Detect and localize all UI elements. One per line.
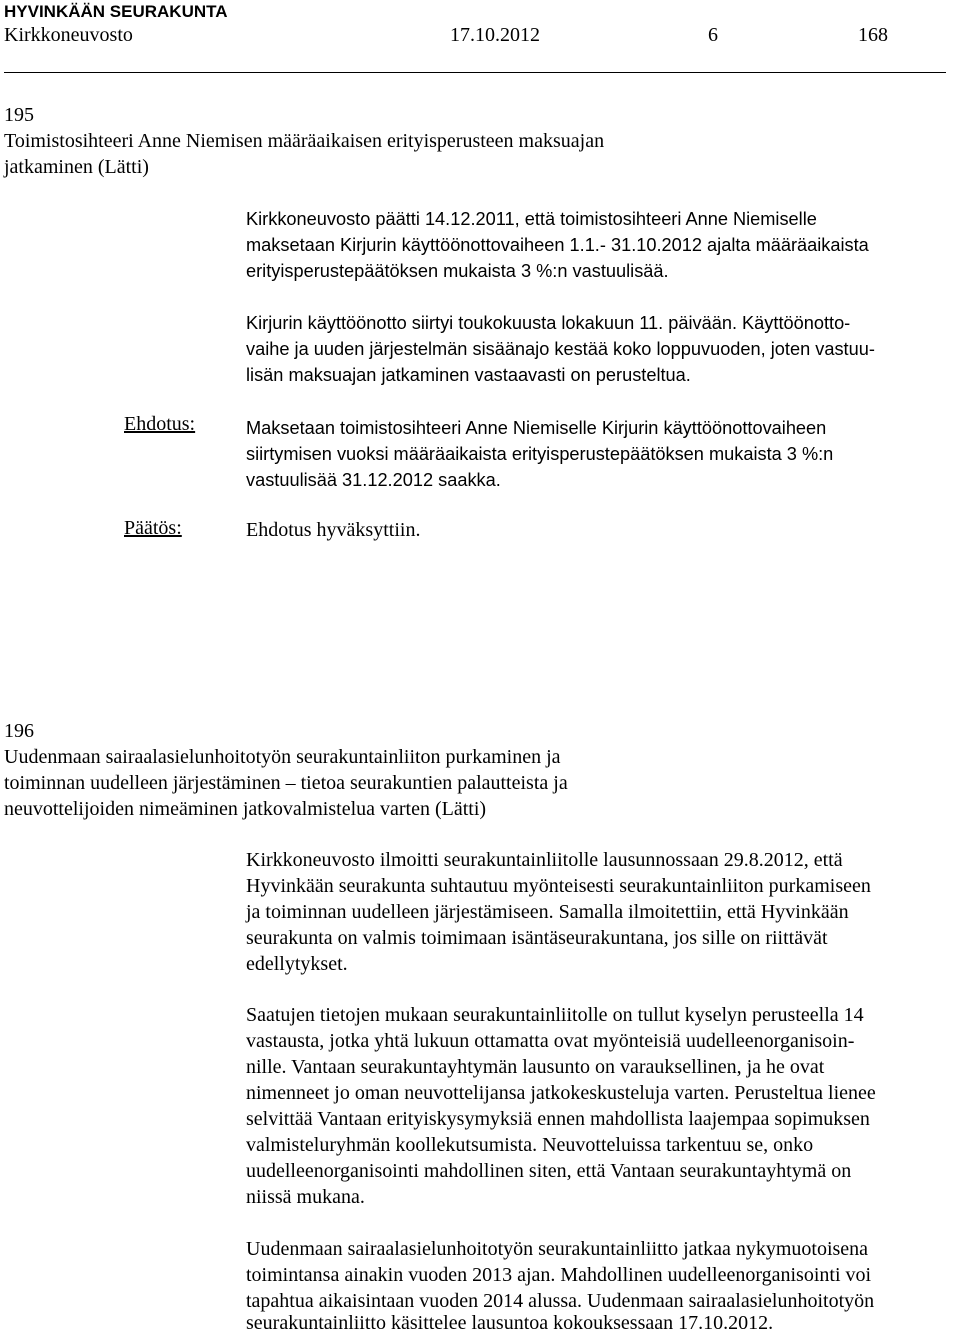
item-196-paragraph-line: niissä mukana.: [246, 1186, 365, 1208]
decision-text: Ehdotus hyväksyttiin.: [246, 519, 421, 541]
proposal-line: siirtymisen vuoksi määräaikaista erityisperustepäätöksen mukaista 3 %:n: [246, 444, 834, 464]
item-196-paragraph-line: selvittää Vantaan erityiskysymyksiä ennen mahdollista laajempaa sopimuksen: [246, 1108, 870, 1130]
item-196-paragraph-line: Kirkkoneuvosto ilmoitti seurakuntainliitolle lausunnossaan 29.8.2012, että: [246, 849, 843, 871]
item-196-title-line: Uudenmaan sairaalasielunhoitotyön seurakuntainliiton purkaminen ja: [4, 746, 561, 768]
item-196-title-line: toiminnan uudelleen järjestäminen – tietoa seurakuntien palautteista ja: [4, 772, 568, 794]
header-page: 168: [858, 24, 888, 46]
item-196-number: 196: [4, 720, 34, 742]
item-196-paragraph-line: seurakunta on valmis toimimaan isäntäseurakuntana, jos sille on riittävät: [246, 927, 828, 949]
item-195-paragraph-line: Kirjurin käyttöönotto siirtyi toukokuusta lokakuun 11. päivään. Käyttöönotto-: [246, 313, 851, 333]
item-195-title-line: Toimistosihteeri Anne Niemisen määräaikaisen erityisperusteen maksuajan: [4, 130, 605, 152]
item-196-paragraph-line: valmisteluryhmän koollekutsumista. Neuvotteluissa tarkentuu se, onko: [246, 1134, 814, 1156]
proposal-line: vastuulisää 31.12.2012 saakka.: [246, 470, 501, 490]
item-196-paragraph-line: Uudenmaan sairaalasielunhoitotyön seurakuntainliitto jatkaa nykymuotoisena: [246, 1238, 869, 1260]
item-196-paragraph-line: seurakuntainliitto käsittelee lausuntoa kokouksessaan 17.10.2012.: [246, 1312, 774, 1334]
header-body: Kirkkoneuvosto: [4, 24, 133, 46]
item-196-title-line: neuvottelijoiden nimeäminen jatkovalmistelua varten (Lätti): [4, 798, 487, 820]
item-196-paragraph-line: nille. Vantaan seurakuntayhtymän lausunto on varauksellinen, ja he ovat: [246, 1056, 825, 1078]
item-196-paragraph-line: edellytykset.: [246, 953, 348, 975]
item-195-paragraph-line: lisän maksuajan jatkaminen vastaavasti on perusteltua.: [246, 365, 691, 385]
item-196-paragraph-line: nimenneet jo oman neuvottelijansa jatkokeskusteluja varten. Perusteltua lienee: [246, 1082, 876, 1104]
decision-label-text: Päätös:: [124, 517, 182, 539]
item-195-number: 195: [4, 104, 34, 126]
item-196-paragraph-line: uudelleenorganisointi mahdollinen siten, että Vantaan seurakuntayhtymä on: [246, 1160, 852, 1182]
item-195-paragraph-line: Kirkkoneuvosto päätti 14.12.2011, että toimistosihteeri Anne Niemiselle: [246, 209, 817, 229]
proposal-label: [124, 413, 195, 436]
item-195-paragraph-line: erityisperustepäätöksen mukaista 3 %:n vastuulisää.: [246, 261, 669, 281]
proposal-line: Maksetaan toimistosihteeri Anne Niemiselle Kirjurin käyttöönottovaiheen: [246, 418, 827, 438]
item-196-paragraph-line: ja toiminnan uudelleen järjestämiseen. Samalla ilmoitettiin, että Hyvinkään: [246, 901, 849, 923]
organization-name: HYVINKÄÄN SEURAKUNTA: [4, 2, 228, 21]
item-196-paragraph-line: vastausta, jotka yhtä lukuun ottamatta ovat myönteisiä uudelleenorganisoin-: [246, 1030, 855, 1052]
proposal-label-text: Ehdotus:: [124, 413, 196, 435]
item-195-paragraph-line: vaihe ja uuden järjestelmän sisäänajo kestää koko loppuvuoden, joten vastuu-: [246, 339, 875, 359]
item-196-paragraph-line: Saatujen tietojen mukaan seurakuntainliitolle on tullut kyselyn perusteella 14: [246, 1004, 864, 1026]
header-divider: [4, 72, 946, 73]
decision-label: [124, 517, 182, 540]
item-196-paragraph-line: Hyvinkään seurakunta suhtautuu myönteisesti seurakuntainliiton purkamiseen: [246, 875, 871, 897]
item-195-title-line: jatkaminen (Lätti): [4, 156, 149, 178]
item-195-paragraph-line: maksetaan Kirjurin käyttöönottovaiheen 1.1.- 31.10.2012 ajalta määräaikaista: [246, 235, 869, 255]
header-date: 17.10.2012: [450, 24, 540, 46]
header-section: 6: [708, 24, 718, 46]
item-196-paragraph-line: tapahtua aikaisintaan vuoden 2014 alussa. Uudenmaan sairaalasielunhoitotyön: [246, 1290, 875, 1312]
item-196-paragraph-line: toimintansa ainakin vuoden 2013 ajan. Mahdollinen uudelleenorganisointi voi: [246, 1264, 872, 1286]
